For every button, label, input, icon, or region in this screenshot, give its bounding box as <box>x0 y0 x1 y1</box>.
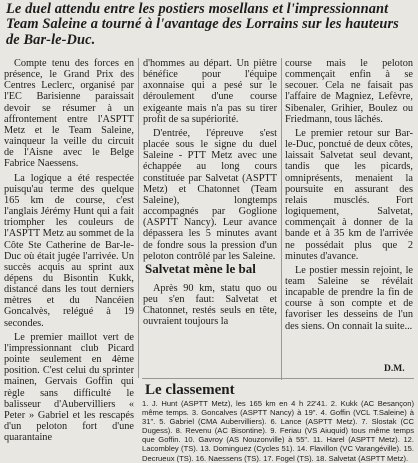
paragraph: Le premier retour sur Bar-le-Duc, ponctué de deux côtes, laissait Salvetat seul devant, tandis que les picards, omniprésents, menaient la poursuite en assurant des relais musclés. Fort logiquement, Salvetat, commençait à donner de la bande et à 35 km de l'arrivée ne possédait plus que 2 minutes d'avance. <box>285 127 413 262</box>
author-signature: D.M. <box>384 364 405 374</box>
section-divider <box>142 378 414 379</box>
paragraph: La logique a été respectée puisqu'au terme des quelque 165 km de course, c'est l'anglais Jérémy Hunt qui a fait triompher les couleurs de l'ASPTT Metz au sommet de la Côte Ste Catherine de Bar-le-Duc où était jugée l'arrivée. Un succès acquis au sprint aux dépens du Bisontin Kukk, distancé dans les tout derniers mètres et du Nancéien Goncalvès, relégué à 19 secondes. <box>4 172 134 329</box>
paragraph: d'hommes au départ. Un piètre bénéfice pour l'équipe axonnaise qui a pesé sur le déroulement d'une course exigeante mais n'a pas su tirer profit de sa supériorité. <box>143 58 277 125</box>
results-heading: Le classement <box>145 382 235 398</box>
paragraph: Le premier maillot vert de l'impressionnant club Picard pointe seulement en 4ème position. C'est celui du sprinter mainen, Gervais Goffin qui règle sans difficulté le balisseur d'Aubervilliers « Peter » Gabriel et les rescapés d'un peloton fort d'une quarantaine <box>4 331 134 444</box>
paragraph: course mais le peloton commençait enfin à se secouer. Cela ne faisait pas l'affaire de Magniez, Lefèvre, Sibenaler, Grihier, Boulez ou Friedmann, tous lâchés. <box>285 58 413 125</box>
column-divider-1 <box>138 58 139 378</box>
paragraph: Après 90 km, statu quo ou peu s'en faut: Salvetat et Chatonnet, restés seuls en tête, ouvraient toujours la <box>143 283 277 328</box>
article-column-2-continued <box>143 283 277 328</box>
article-column-1 <box>4 58 134 443</box>
article-column-3 <box>285 58 413 332</box>
article-subheading: Salvetat mène le bal <box>145 261 256 276</box>
paragraph: Le postier messin rejoint, le team Saleine se révélait incapable de prendre la fin de course à son compte et de favoriser les desseins de l'un des siens. On connait la suite... <box>285 264 413 332</box>
article-column-2 <box>143 58 277 262</box>
paragraph: Compte tenu des forces en présence, le Grand Prix des Centres Leclerc, organisé par l'EC Barisienne paraissait devoir se résumer à un affrontement entre l'ASPTT Metz et le Team Saleine, vainqueur la veille du circuit de l'Aisne avec le Belge Fabrice Naessens. <box>4 58 134 170</box>
results-list: 1. J. Hunt (ASPTT Metz), les 165 km en 4 h 22'41. 2. Kukk (AC Besançon) même temps. 3. Goncalves (ASPTT Nancy) à 19". 4. Goffin (VCL T.Saleine) à 31". 5. Gabriel (CMA Aubervilliers). 6. Lance (ASPTT Metz). 7. Slostak (CC Dugess). 8. Revenu (AC Bisontine). 9. Feriau (VS Aiuquid) tous même temps que Goffin. 10. Gavroy (AS Nouzonville) à 55". 11. Harel (ASPTT Metz). 12. Lacombley (TS). 13. Dominguez (Cycles 51). 14. Flavillon (VC Varangéville). 15. Decrueux (TS). 16. Naessens (TS). 17. Fogel (TS). 18. Salvetat (ASPTT Metz). <box>142 399 414 463</box>
paragraph: D'entrée, l'épreuve s'est placée sous le signe du duel Saleine - PTT Metz avec une échappée au long cours constituée par Salvetat (ASPTT Metz) et Chatonnet (Team Saleine), longtemps accompagnés par Goglione (ASPTT Nancy). Leur avance dépassera les 5 minutes avant de fondre sous la pression d'un peloton contrôlé par les Saleine. <box>143 127 277 262</box>
article-headline: Le duel attendu entre les postiers mosellans et l'impressionnant Team Saleine a tourné à l'avantage des Lorrains sur les hauteurs de Bar-le-Duc. <box>6 1 399 48</box>
column-divider-2 <box>281 58 282 380</box>
